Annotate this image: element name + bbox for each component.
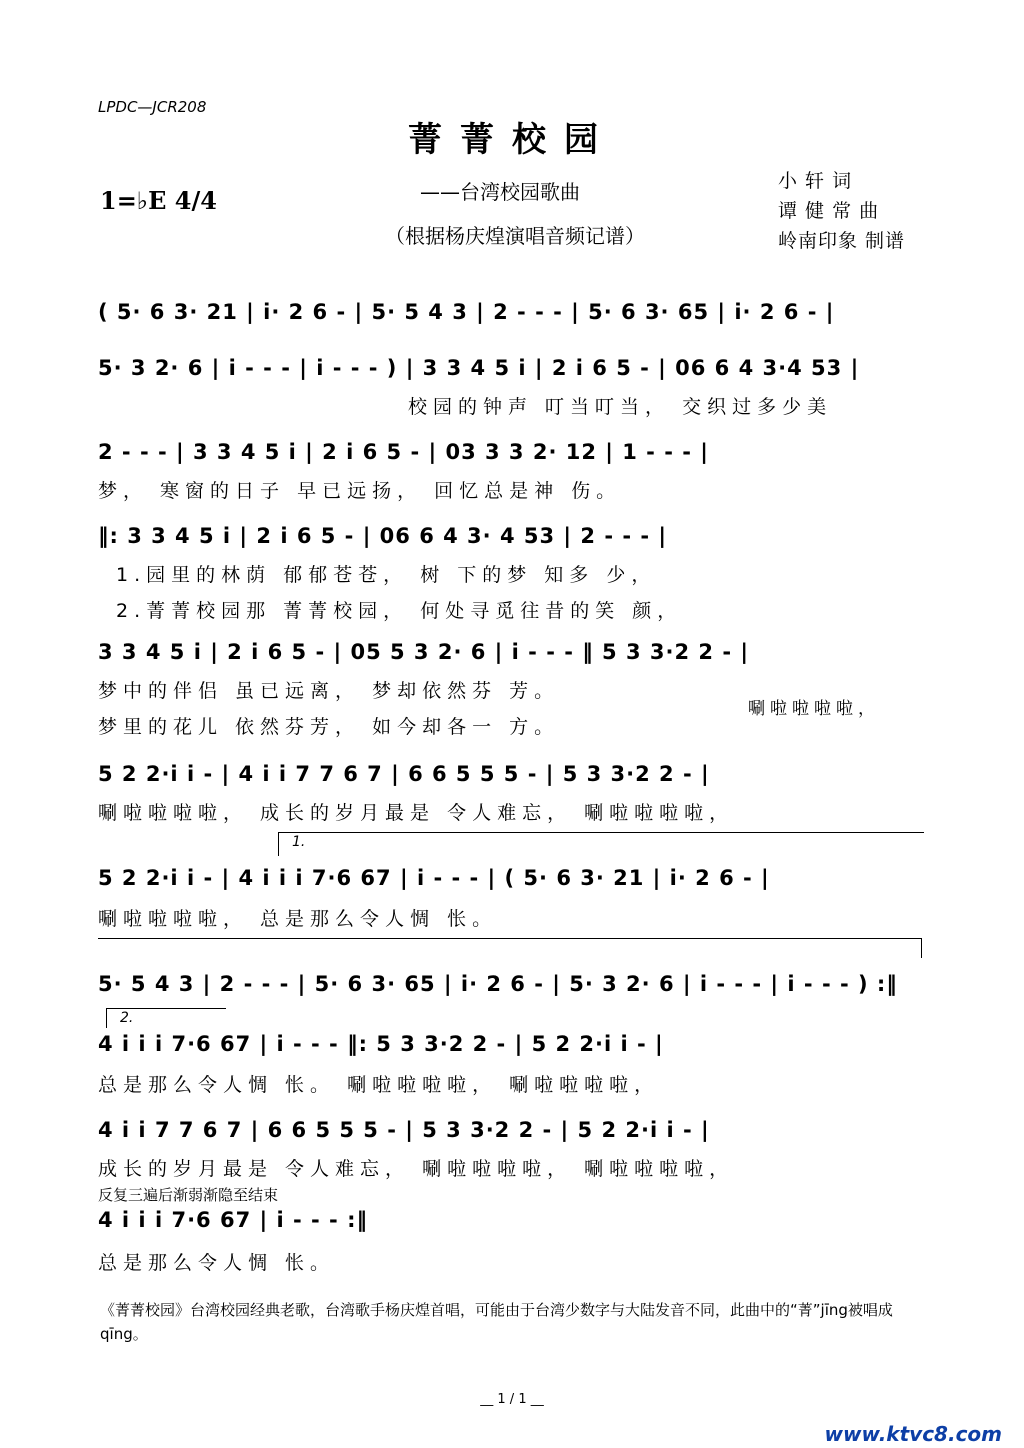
lyric-row-7: 唰啦啦啦啦， 总是那么令人惆 怅。: [98, 908, 498, 930]
score-row-11: 4 i i i 7·6 67 | i - - - :‖: [98, 1208, 368, 1232]
lyricist-credit: 小 轩 词: [778, 170, 853, 192]
volta-1-bracket-edge: [278, 832, 279, 856]
score-code: LPDC—JCR208: [98, 98, 207, 116]
volta-1-bracket-end: [921, 938, 922, 958]
lyric-row-10: 成长的岁月最是 令人难忘， 唰啦啦啦啦， 唰啦啦啦啦，: [98, 1158, 735, 1180]
lyric-row-5-verse-1: 梦中的伴侣 虽已远离， 梦却依然芬 芳。: [98, 680, 560, 702]
lyric-row-5-verse-2: 梦里的花儿 依然芬芳， 如今却各一 方。: [98, 716, 560, 738]
lyric-row-5-aside: 唰啦啦啦啦，: [748, 699, 880, 719]
score-row-6: 5 2 2·i i - | 4 i i 7 7 6 7 | 6 6 5 5 5 - | 5 3 3·2 2 - |: [98, 762, 710, 786]
volta-1-bracket: [278, 832, 924, 833]
score-row-2: 5· 3 2· 6 | i - - - | i - - - ) | 3 3 4 5 i | 2 i 6 5 - | 06 6 4 3·4 53 |: [98, 356, 860, 380]
lyric-row-2: 校园的钟声 叮当叮当， 交织过多少美: [408, 396, 833, 418]
score-row-4: ‖: 3 3 4 5 i | 2 i 6 5 - | 06 6 4 3· 4 53 | 2 - - - |: [98, 524, 668, 548]
volta-2-bracket-edge: [106, 1008, 107, 1028]
score-row-1: ( 5· 6 3· 21 | i· 2 6 - | 5· 5 4 3 | 2 - - - | 5· 6 3· 65 | i· 2 6 - |: [98, 300, 835, 324]
arranger-credit: 岭南印象 制谱: [778, 230, 906, 252]
volta-1-label: 1.: [292, 834, 306, 850]
score-row-5: 3 3 4 5 i | 2 i 6 5 - | 05 5 3 2· 6 | i - - - ‖ 5 3 3·2 2 - |: [98, 640, 750, 664]
lyric-row-6: 唰啦啦啦啦， 成长的岁月最是 令人难忘， 唰啦啦啦啦，: [98, 802, 735, 824]
score-row-7: 5 2 2·i i - | 4 i i i 7·6 67 | i - - - | ( 5· 6 3· 21 | i· 2 6 - |: [98, 866, 770, 890]
lyric-row-9: 总是那么令人惆 怅。 唰啦啦啦啦， 唰啦啦啦啦，: [98, 1074, 660, 1096]
score-row-9: 4 i i i 7·6 67 | i - - - ‖: 5 3 3·2 2 - | 5 2 2·i i - |: [98, 1032, 664, 1056]
song-title: 菁菁校园: [408, 120, 616, 160]
volta-2-label: 2.: [120, 1010, 134, 1026]
score-row-3: 2 - - - | 3 3 4 5 i | 2 i 6 5 - | 03 3 3 2· 12 | 1 - - - |: [98, 440, 709, 464]
score-row-8: 5· 5 4 3 | 2 - - - | 5· 6 3· 65 | i· 2 6 - | 5· 3 2· 6 | i - - - | i - - - ) :‖: [98, 972, 898, 996]
site-watermark: www.ktvc8.com: [824, 1422, 1002, 1446]
lyric-row-3: 梦， 寒窗的日子 早已远扬， 回忆总是神 伤。: [98, 480, 622, 502]
performance-direction: 反复三遍后渐弱渐隐至结束: [98, 1186, 279, 1204]
page-number: __ 1 / 1 __: [480, 1392, 544, 1407]
subtitle: ——台湾校园歌曲: [420, 180, 580, 204]
score-row-10: 4 i i 7 7 6 7 | 6 6 5 5 5 - | 5 3 3·2 2 - | 5 2 2·i i - |: [98, 1118, 710, 1142]
footnote: 《菁菁校园》台湾校园经典老歌，台湾歌手杨庆煌首唱，可能由于台湾少数字与大陆发音不同，此曲中的“菁”jīng被唱成qīng。: [100, 1301, 893, 1343]
key-signature: 1=♭E 4/4: [100, 186, 217, 215]
volta-2-bracket: [106, 1008, 226, 1009]
lyric-row-4-verse-1: 1.园里的林荫 郁郁苍苍， 树 下的梦 知多 少，: [116, 564, 657, 586]
lyric-row-11: 总是那么令人惆 怅。: [98, 1252, 336, 1274]
transcription-note: （根据杨庆煌演唱音频记谱）: [385, 224, 645, 248]
lyric-row-4-verse-2: 2.菁菁校园那 菁菁校园， 何处寻觅往昔的笑 颜，: [116, 600, 683, 622]
composer-credit: 谭 健 常 曲: [778, 200, 880, 222]
volta-1-bracket-continued: [98, 938, 922, 939]
